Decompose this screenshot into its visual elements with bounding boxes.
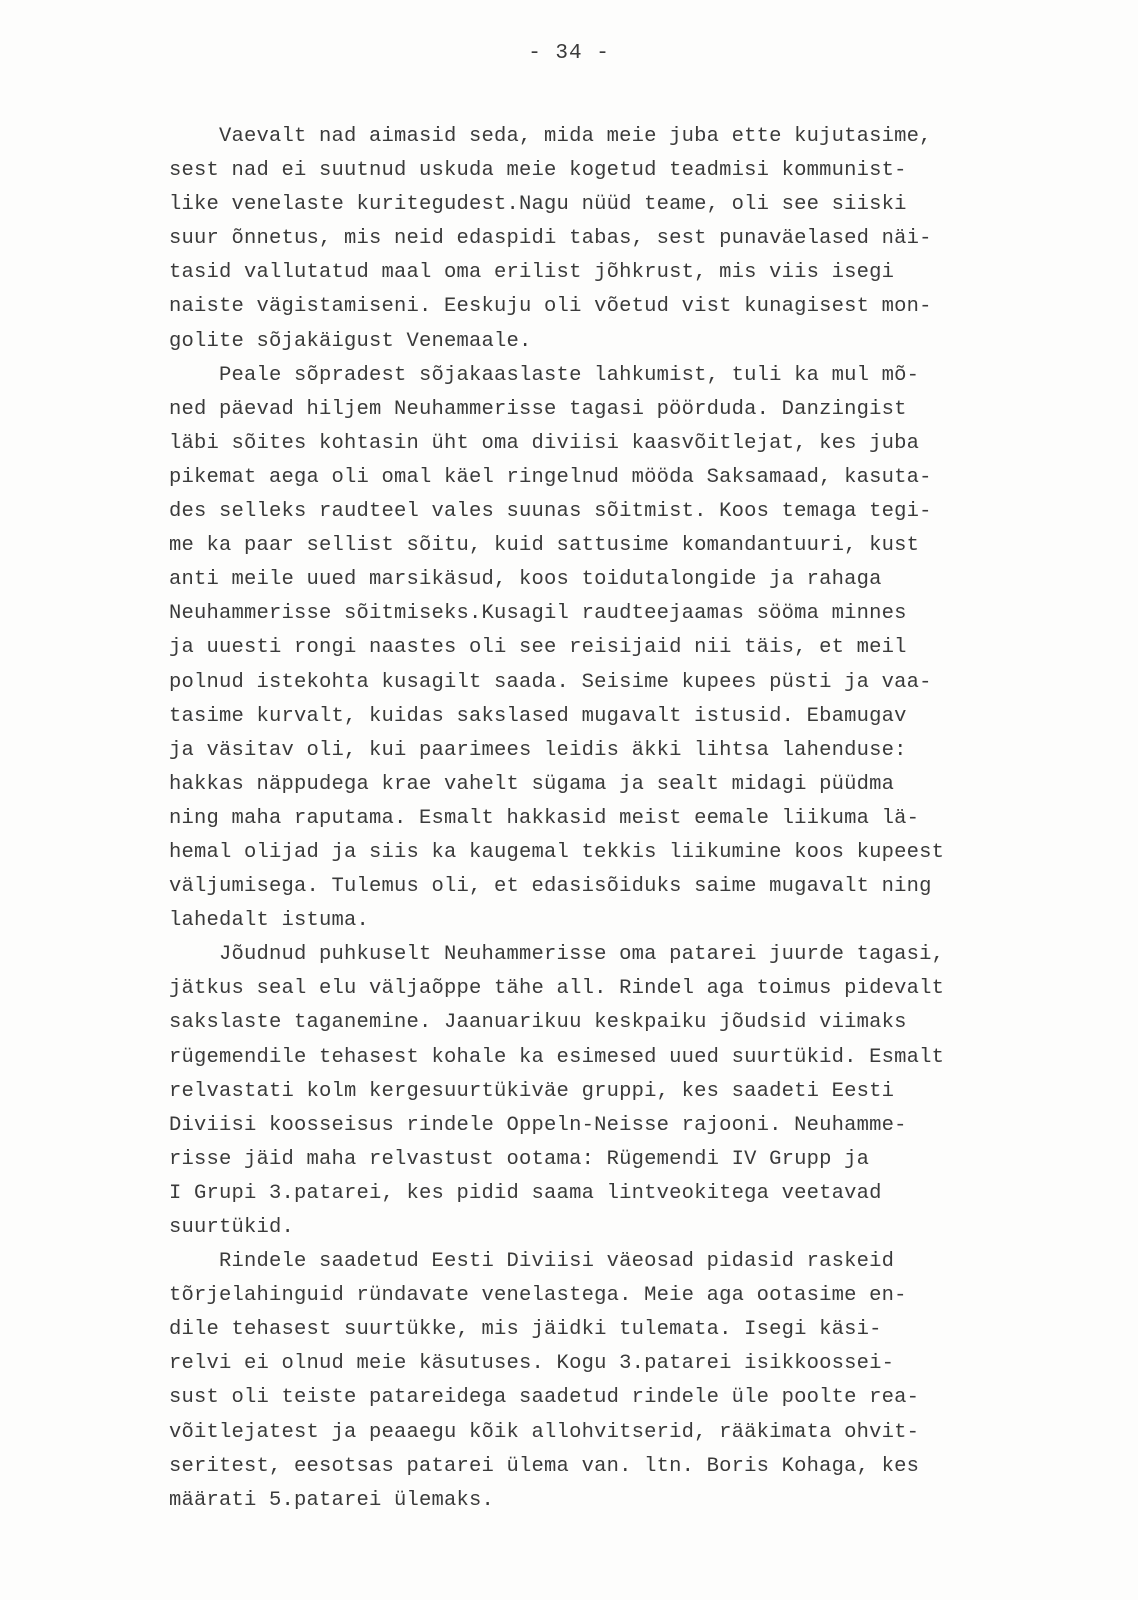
text-line: lahedalt istuma. (169, 909, 370, 933)
text-line: väljumisega. Tulemus oli, et edasisõiduks saime mugavalt ning (169, 875, 932, 899)
text-line: tõrjelahinguid ründavate venelastega. Meie aga ootasime en- (169, 1284, 907, 1308)
text-line: seritest, eesotsas patarei ülema van. ltn. Boris Kohaga, kes (169, 1454, 920, 1478)
text-line: hemal olijad ja siis ka kaugemal tekkis liikumine koos kupeest (169, 840, 945, 864)
text-line: ning maha raputama. Esmalt hakkasid meist eemale liikuma lä- (169, 806, 920, 830)
text-line: Rindele saadetud Eesti Diviisi väeosad pidasid raskeid (169, 1250, 895, 1274)
text-line: jätkus seal elu väljaõppe tähe all. Rindel aga toimus pidevalt (169, 977, 945, 1001)
text-line: risse jäid maha relvastust ootama: Rügemendi IV Grupp ja (169, 1147, 870, 1171)
text-line: tasime kurvalt, kuidas sakslased mugavalt istusid. Ebamugav (169, 704, 907, 728)
text-line: I Grupi 3.patarei, kes pidid saama lintveokitega veetavad (169, 1181, 882, 1205)
text-line: des selleks raudteel vales suunas sõitmist. Koos temaga tegi- (169, 500, 932, 524)
text-line: Neuhammerisse sõitmiseks.Kusagil raudteejaamas sööma minnes (169, 602, 907, 626)
text-line: rügemendile tehasest kohale ka esimesed uued suurtükid. Esmalt (169, 1045, 945, 1069)
text-line: tasid vallutatud maal oma erilist jõhkrust, mis viis isegi (169, 261, 895, 285)
text-line: võitlejatest ja peaaegu kõik allohvitserid, rääkimata ohvit- (169, 1420, 920, 1444)
text-line: me ka paar sellist sõitu, kuid sattusime komandantuuri, kust (169, 534, 920, 558)
text-line: läbi sõites kohtasin üht oma diviisi kaasvõitlejat, kes juba (169, 431, 920, 455)
text-line: dile tehasest suurtükke, mis jäidki tulemata. Isegi käsi- (169, 1318, 882, 1342)
text-line: golite sõjakäigust Venemaale. (169, 329, 532, 353)
text-line: like venelaste kuritegudest.Nagu nüüd teame, oli see siiski (169, 193, 907, 217)
text-line: hakkas näppudega krae vahelt sügama ja sealt midagi püüdma (169, 772, 895, 796)
text-line: suur õnnetus, mis neid edaspidi tabas, sest punaväelased näi- (169, 227, 932, 251)
text-line: Vaevalt nad aimasid seda, mida meie juba ette kujutasime, (169, 125, 932, 148)
text-line: polnud istekohta kusagilt saada. Seisime kupees püsti ja vaa- (169, 670, 932, 694)
text-line: sakslaste taganemine. Jaanuarikuu keskpaiku jõudsid viimaks (169, 1011, 907, 1035)
text-line: sest nad ei suutnud uskuda meie kogetud teadmisi kommunist- (169, 159, 907, 183)
text-line: sust oli teiste patareidega saadetud rindele üle poolte rea- (169, 1386, 920, 1410)
text-line: Jõudnud puhkuselt Neuhammerisse oma patarei juurde tagasi, (169, 943, 945, 967)
text-line: Peale sõpradest sõjakaaslaste lahkumist, tuli ka mul mõ- (169, 363, 920, 387)
text-line: määrati 5.patarei ülemaks. (169, 1488, 495, 1512)
text-line: suurtükid. (169, 1216, 295, 1239)
text-line: relvi ei olnud meie käsutuses. Kogu 3.patarei isikkoossei- (169, 1352, 895, 1376)
text-line: naiste vägistamiseni. Eeskuju oli võetud vist kunagisest mon- (169, 295, 932, 319)
text-line: relvastati kolm kergesuurtükiväe gruppi, kes saadeti Eesti (169, 1079, 895, 1103)
text-line: Diviisi koosseisus rindele Oppeln-Neisse rajooni. Neuhamme- (169, 1113, 907, 1137)
text-line: ned päevad hiljem Neuhammerisse tagasi pöörduda. Danzingist (169, 397, 907, 421)
body-text (169, 120, 1069, 1518)
page-number: - 34 - (528, 42, 610, 65)
text-line: ja väsitav oli, kui paarimees leidis äkki lihtsa lahenduse: (169, 738, 907, 762)
text-line: pikemat aega oli omal käel ringelnud mööda Saksamaad, kasuta- (169, 465, 932, 489)
text-line: ja uuesti rongi naastes oli see reisijaid nii täis, et meil (169, 636, 907, 660)
text-line: anti meile uued marsikäsud, koos toidutalongide ja rahaga (169, 568, 882, 592)
